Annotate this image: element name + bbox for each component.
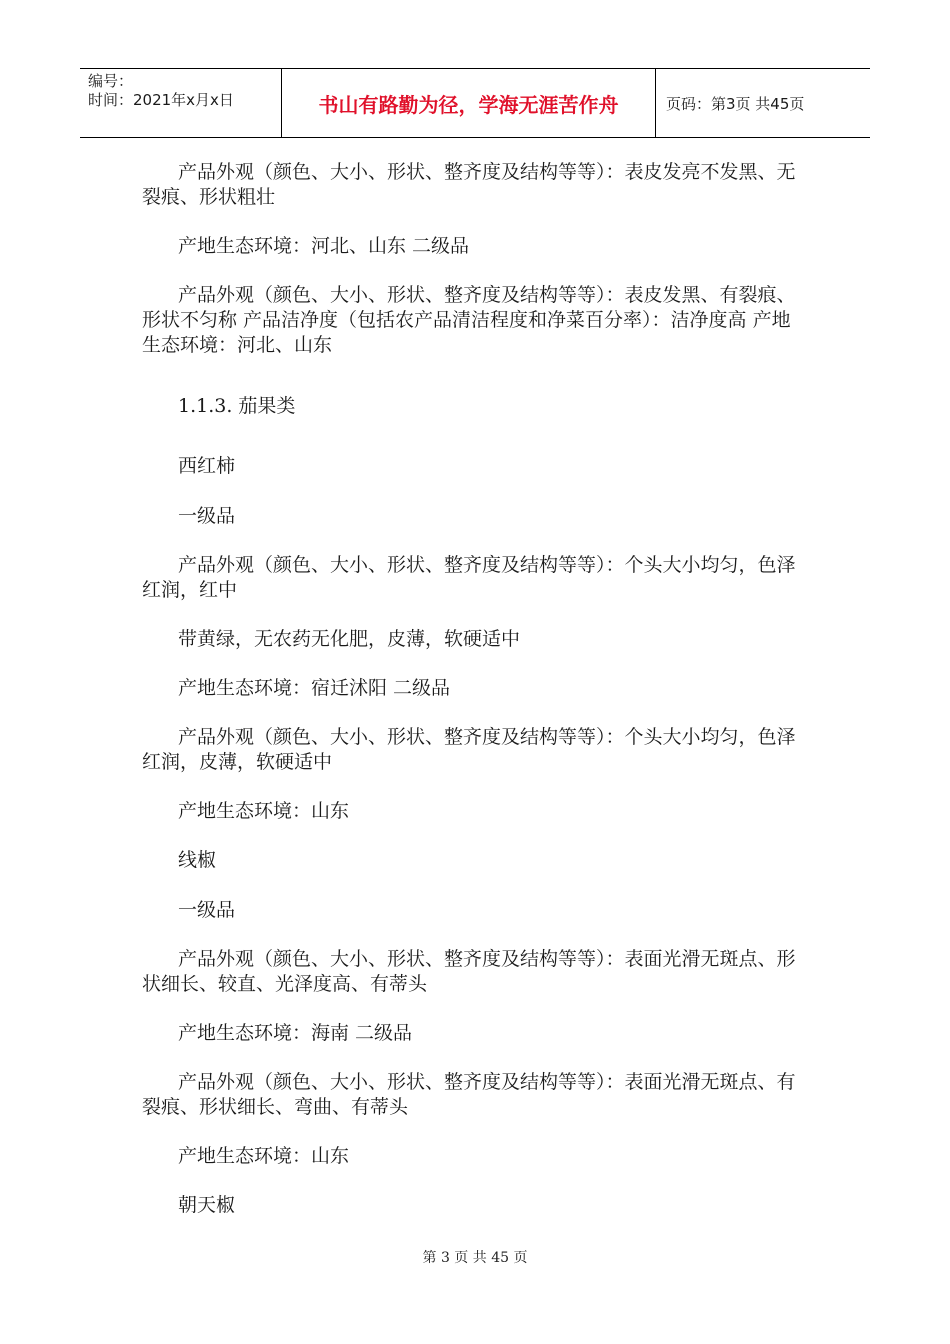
paragraph: 产地生态环境：山东 [178, 800, 350, 822]
paragraph: 产品外观（颜色、大小、形状、整齐度及结构等等）：表皮发黑、有裂痕、形状不匀称 产品洁净度（包括农产品清洁程度和净菜百分率）：洁净度高 产地生态环境：河北、山东 [142, 284, 796, 356]
document-date: 时间：2021年x月x日 [88, 91, 234, 109]
paragraph: 西红柿 [178, 455, 236, 477]
paragraph: 产地生态环境：宿迁沭阳 二级品 [178, 677, 451, 699]
page-header [80, 68, 870, 138]
document-number: 编号： [88, 72, 134, 90]
paragraph: 产地生态环境：河北、山东 二级品 [178, 235, 470, 257]
paragraph: 一级品 [178, 899, 236, 921]
page-footer: 第 3 页 共 45 页 [422, 1250, 528, 1266]
paragraph: 产地生态环境：海南 二级品 [178, 1022, 413, 1044]
section-heading: 1.1.3. 茄果类 [178, 395, 296, 417]
paragraph: 一级品 [178, 505, 236, 527]
paragraph: 产品外观（颜色、大小、形状、整齐度及结构等等）：个头大小均匀，色泽红润，皮薄，软硬适中 [142, 726, 796, 773]
header-meta [80, 69, 282, 137]
header-motto: 书山有路勤为径，学海无涯苦作舟 [282, 69, 656, 137]
paragraph: 产品外观（颜色、大小、形状、整齐度及结构等等）：表皮发亮不发黑、无裂痕、形状粗壮 [142, 161, 796, 208]
paragraph: 线椒 [178, 849, 217, 871]
paragraph: 朝天椒 [178, 1194, 236, 1216]
paragraph: 产地生态环境：山东 [178, 1145, 350, 1167]
paragraph: 产品外观（颜色、大小、形状、整齐度及结构等等）：表面光滑无斑点、形状细长、较直、光泽度高、有蒂头 [142, 948, 796, 995]
document-body [142, 160, 807, 1218]
paragraph: 产品外观（颜色、大小、形状、整齐度及结构等等）：表面光滑无斑点、有裂痕、形状细长、弯曲、有蒂头 [142, 1071, 796, 1118]
paragraph: 产品外观（颜色、大小、形状、整齐度及结构等等）：个头大小均匀，色泽红润，红中 [142, 554, 796, 601]
paragraph: 带黄绿，无农药无化肥，皮薄，软硬适中 [178, 628, 521, 650]
header-page-info: 页码：第3页 共45页 [666, 94, 805, 113]
